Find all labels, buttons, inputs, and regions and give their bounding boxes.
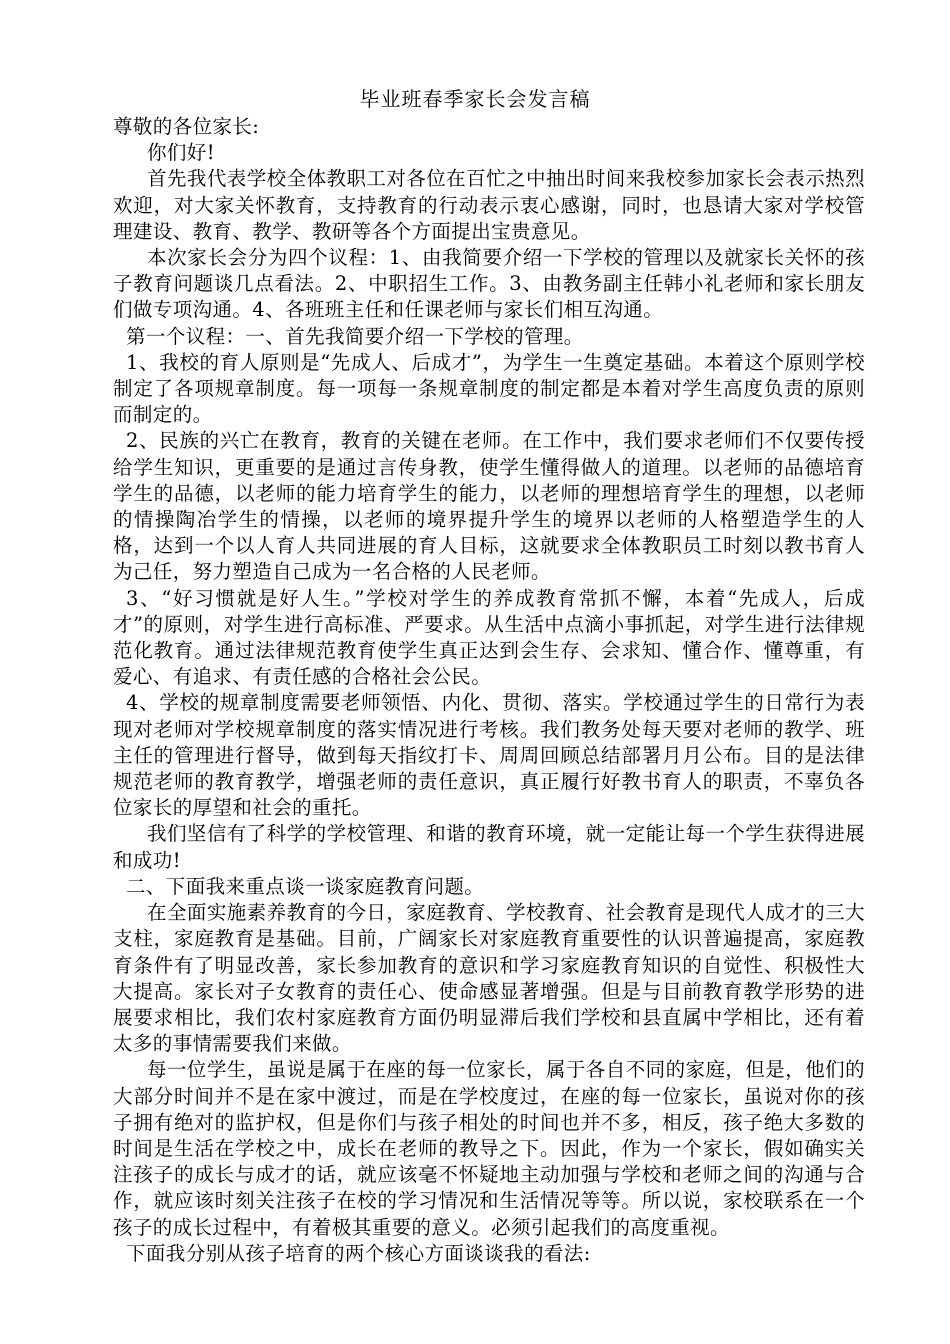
paragraph: 1、我校的育人原则是“先成人、后成才”，为学生一生奠定基础。本着这个原则学校制定了各项规章制度。每一项每一条规章制度的制定都是本着对学生高度负责的原则而制定的。 [113, 350, 865, 427]
paragraph: 每一位学生，虽说是属于在座的每一位家长，属于各自不同的家庭，但是，他们的大部分时间并不是在家中渡过，而是在学校度过，在座的每一位家长，虽说对你的孩子拥有绝对的监护权，但是你们与孩子相处的时间也并不多，相反，孩子绝大多数的时间是生活在学校之中，成长在老师的教导之下。因此，作为一个家长，假如确实关注孩子的成长与成才的话，就应该毫不怀疑地主动加强与学校和老师之间的沟通与合作，就应该时刻关注孩子在校的学习情况和生活情况等等。所以说，家校联系在一个孩子的成长过程中，有着极其重要的意义。必须引起我们的高度重视。 [113, 1058, 865, 1239]
paragraph: 在全面实施素养教育的今日，家庭教育、学校教育、社会教育是现代人成才的三大支柱，家庭教育是基础。目前，广阔家长对家庭教育重要性的认识普遍提高，家庭教育条件有了明显改善，家长参加教育的意识和学习家庭教育知识的自觉性、积极性大大提高。家长对子女教育的责任心、使命感显著增强。但是与目前教育教学形势的进展要求相比，我们农村家庭教育方面仍明显滞后我们学校和县直属中学相比，还有着太多的事情需要我们来做。 [113, 901, 865, 1056]
paragraph: 3、“好习惯就是好人生。”学校对学生的养成教育常抓不懈，本着“先成人，后成才”的原则，对学生进行高标准、严要求。从生活中点滴小事抓起，对学生进行法律规范化教育。通过法律规范教育使学生真正达到会生存、会求知、懂合作、懂尊重，有爱心、有追求、有责任感的合格社会公民。 [113, 586, 865, 689]
paragraph: 2、民族的兴亡在教育，教育的关键在老师。在工作中，我们要求老师们不仅要传授给学生知识，更重要的是通过言传身教，使学生懂得做人的道理。以老师的品德培育学生的品德，以老师的能力培育学生的能力，以老师的理想培育学生的理想，以老师的情操陶冶学生的情操，以老师的境界提升学生的境界以老师的人格塑造学生的人格，达到一个以人育人共同进展的育人目标，这就要求全体教职员工时刻以教书育人为己任，努力塑造自己成为一名合格的人民老师。 [113, 429, 865, 584]
paragraph: 下面我分别从孩子培育的两个核心方面谈谈我的看法: [126, 1241, 591, 1265]
document-body [113, 114, 865, 1267]
paragraph: 本次家长会分为四个议程：1、由我简要介绍一下学校的管理以及就家长关怀的孩子教育问题谈几点看法。2、中职招生工作。3、由教务副主任韩小礼老师和家长朋友们做专项沟通。4、各班班主任和任课老师与家长们相互沟通。 [113, 246, 865, 322]
greeting: 你们好! [147, 141, 215, 165]
document-title: 毕业班春季家长会发言稿 [359, 87, 591, 111]
salutation: 尊敬的各位家长: [113, 115, 260, 138]
paragraph: 4、学校的规章制度需要老师领悟、内化、贯彻、落实。学校通过学生的日常行为表现对老师对学校规章制度的落实情况进行考核。我们教务处每天要对老师的教学、班主任的管理进行督导，做到每天指纹打卡、周周回顾总结部署月月公布。目的是法律规范老师的教育教学，增强老师的责任意识，真正履行好教书育人的职责，不辜负各位家长的厚望和社会的重托。 [113, 691, 865, 820]
section-heading: 第一个议程：一、首先我简要介绍一下学校的管理。 [126, 324, 584, 348]
paragraph: 我们坚信有了科学的学校管理、和谐的教育环境，就一定能让每一个学生获得进展和成功! [113, 822, 865, 872]
section-heading: 二、下面我来重点谈一谈家庭教育问题。 [126, 874, 485, 898]
paragraph: 首先我代表学校全体教职工对各位在百忙之中抽出时间来我校参加家长会表示热烈欢迎，对大家关怀教育，支持教育的行动表示衷心感谢，同时，也恳请大家对学校管理建设、教育、教学、教研等各个方面提出宝贵意见。 [113, 167, 865, 243]
